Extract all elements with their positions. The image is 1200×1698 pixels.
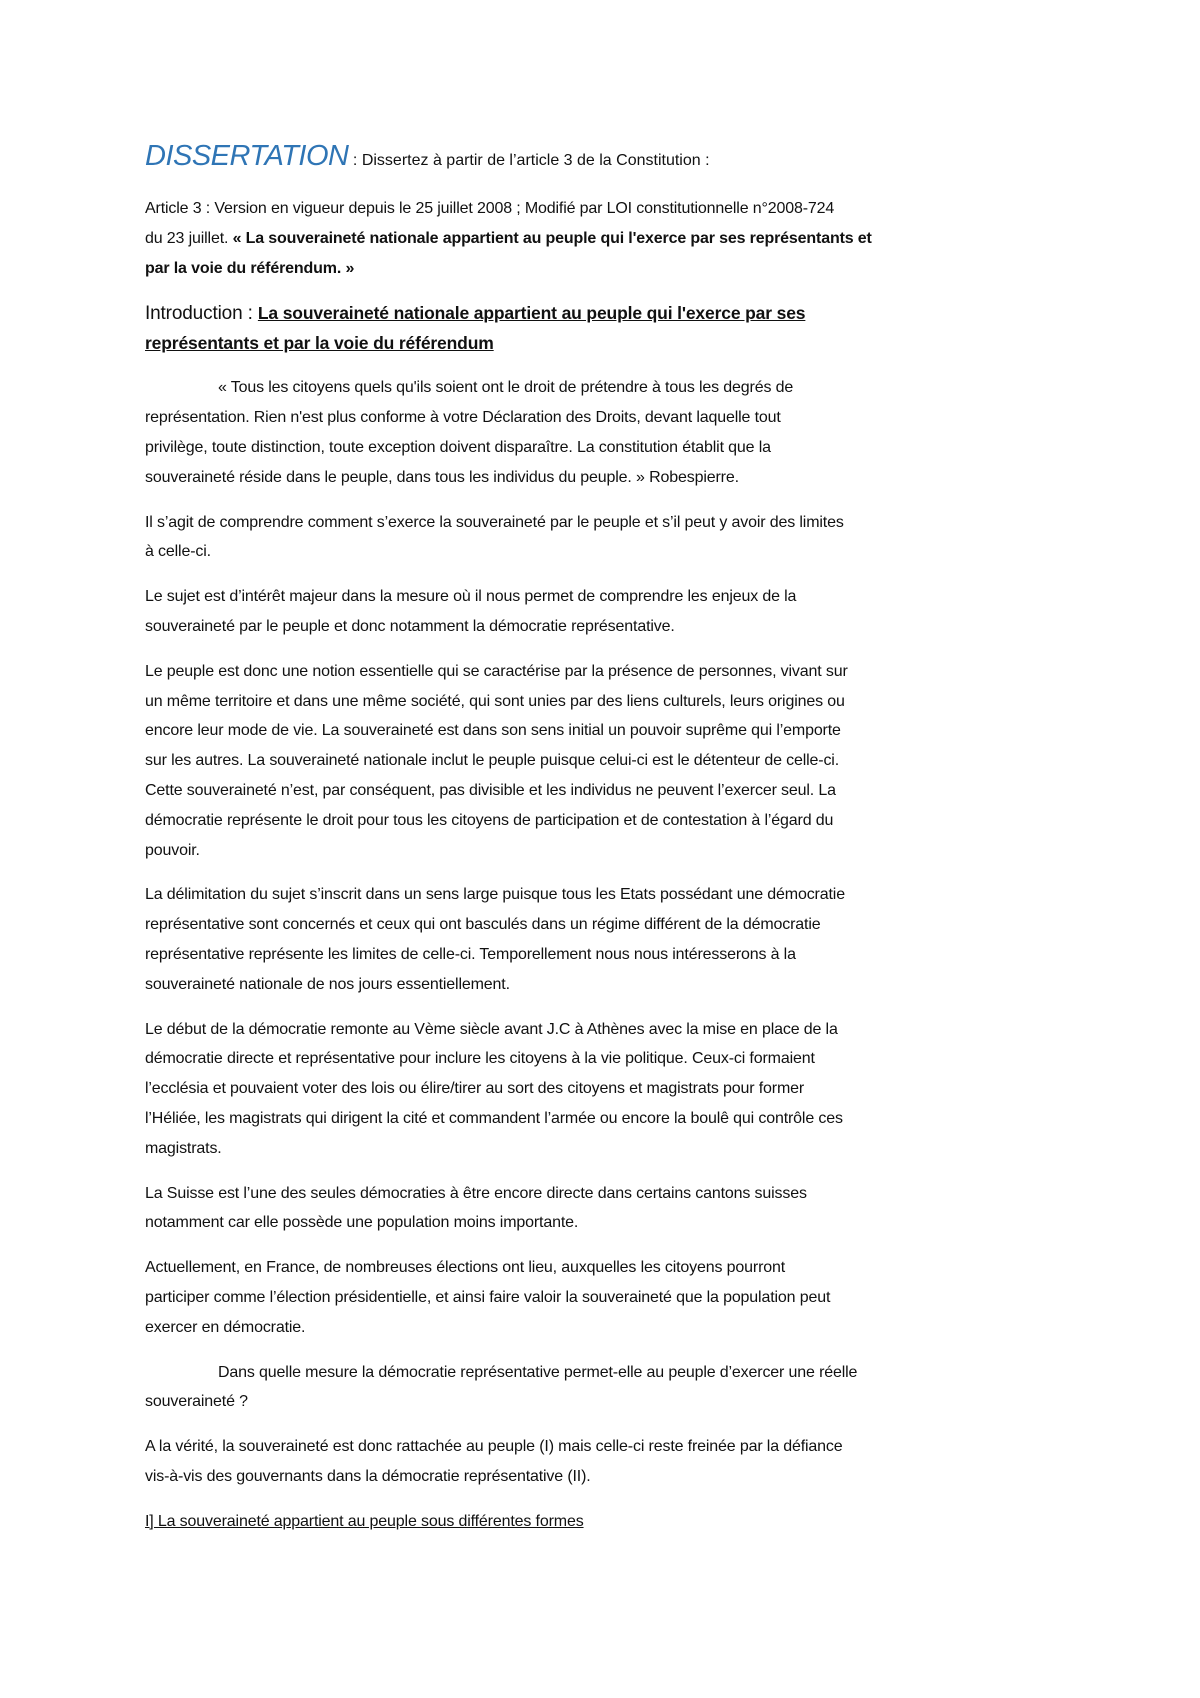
text-line bbox=[145, 1044, 1075, 1074]
paragraph-text bbox=[145, 582, 1075, 642]
text-segment: privilège, toute distinction, toute exception doivent disparaître. La constitution établit que la bbox=[145, 438, 771, 456]
text-line bbox=[145, 716, 1075, 746]
text-segment: par la voie du référendum. » bbox=[145, 259, 355, 277]
text-line bbox=[145, 298, 1075, 328]
text-line bbox=[145, 508, 1075, 538]
text-segment: notamment car elle possède une population moins importante. bbox=[145, 1214, 579, 1232]
paragraph-text bbox=[145, 1253, 1075, 1342]
text-line bbox=[145, 1462, 1075, 1492]
text-line bbox=[145, 910, 1075, 940]
text-line bbox=[145, 1134, 1075, 1164]
text-segment: Le sujet est d’intérêt majeur dans la mesure où il nous permet de comprendre les enjeux de la bbox=[145, 588, 797, 606]
paragraph-section bbox=[145, 1507, 1075, 1537]
text-line bbox=[145, 776, 1075, 806]
text-line bbox=[145, 1387, 1075, 1417]
text-line bbox=[145, 1015, 1075, 1045]
text-line bbox=[145, 836, 1075, 866]
document-page bbox=[145, 140, 1075, 1551]
text-segment: Introduction : bbox=[145, 303, 258, 325]
text-segment: « Tous les citoyens quels qu'ils soient ont le droit de prétendre à tous les degrés de bbox=[218, 379, 794, 397]
text-segment: A la vérité, la souveraineté est donc rattachée au peuple (I) mais celle-ci reste freinée par la défiance bbox=[145, 1438, 843, 1456]
text-line bbox=[145, 194, 1075, 224]
text-segment: un même territoire et dans une même société, qui sont unies par des liens culturels, leurs origines ou bbox=[145, 692, 845, 710]
text-segment: à celle-ci. bbox=[145, 543, 211, 561]
text-line bbox=[145, 1179, 1075, 1209]
text-segment: I] La souveraineté appartient au peuple sous différentes formes bbox=[145, 1512, 584, 1530]
text-line bbox=[145, 373, 1075, 403]
text-line bbox=[145, 537, 1075, 567]
text-segment: Actuellement, en France, de nombreuses élections ont lieu, auxquelles les citoyens pourront bbox=[145, 1259, 786, 1277]
text-segment: « La souveraineté nationale appartient au peuple qui l'exerce par ses représentants et bbox=[232, 229, 872, 247]
text-segment: magistrats. bbox=[145, 1139, 222, 1157]
text-line bbox=[145, 806, 1075, 836]
text-segment: représentative représente les limites de celle-ci. Temporellement nous nous intéresserons à la bbox=[145, 945, 796, 963]
text-segment: encore leur mode de vie. La souveraineté est dans son sens initial un pouvoir suprême qui l’emporte bbox=[145, 722, 841, 740]
text-line bbox=[145, 1313, 1075, 1343]
text-segment: Cette souveraineté n’est, par conséquent, pas divisible et les individus ne peuvent l’exercer seul. La bbox=[145, 781, 836, 799]
text-segment: La souveraineté nationale appartient au peuple qui l'exerce par ses bbox=[257, 303, 806, 324]
text-segment: démocratie directe et représentative pour inclure les citoyens à la vie politique. Ceux-ci formaient bbox=[145, 1050, 815, 1068]
text-segment: représentants et par la voie du référendum bbox=[145, 333, 494, 354]
text-line bbox=[145, 746, 1075, 776]
text-segment: du 23 juillet. bbox=[145, 229, 233, 247]
paragraph-problem bbox=[145, 1358, 1075, 1418]
text-line bbox=[145, 687, 1075, 717]
text-segment: Article 3 : Version en vigueur depuis le 25 juillet 2008 ; Modifié par LOI constitutionnelle n°2008-724 bbox=[145, 200, 835, 217]
text-line bbox=[145, 1208, 1075, 1238]
text-segment: représentation. Rien n'est plus conforme à votre Déclaration des Droits, devant laquelle tout bbox=[145, 409, 781, 427]
text-segment: souveraineté réside dans le peuple, dans tous les individus du peuple. » Robespierre. bbox=[145, 468, 739, 486]
text-line bbox=[145, 940, 1075, 970]
text-segment: exercer en démocratie. bbox=[145, 1318, 306, 1336]
text-line bbox=[145, 1104, 1075, 1134]
text-segment: souveraineté par le peuple et donc notamment la démocratie représentative. bbox=[145, 617, 675, 635]
paragraph-text bbox=[145, 1015, 1075, 1164]
text-segment: La délimitation du sujet s’inscrit dans un sens large puisque tous les Etats possédant une démocratie bbox=[145, 886, 845, 904]
text-line bbox=[145, 1283, 1075, 1313]
dissertation-subject: : Dissertez à partir de l’article 3 de la Constitution : bbox=[348, 152, 710, 169]
text-line bbox=[145, 1253, 1075, 1283]
text-line bbox=[145, 433, 1075, 463]
text-segment: Le peuple est donc une notion essentielle qui se caractérise par la présence de personnes, vivant sur bbox=[145, 662, 848, 680]
text-segment: vis-à-vis des gouvernants dans la démocratie représentative (II). bbox=[145, 1467, 591, 1485]
text-line bbox=[145, 657, 1075, 687]
text-segment: l’Héliée, les magistrats qui dirigent la cité et commandent l’armée ou encore la boulê qui contrôle ces bbox=[145, 1109, 843, 1127]
text-line bbox=[145, 970, 1075, 1000]
paragraph-quote bbox=[145, 373, 1075, 492]
text-line bbox=[145, 1074, 1075, 1104]
text-segment: Il s’agit de comprendre comment s’exerce la souveraineté par le peuple et s’il peut y avoir des limites bbox=[145, 513, 844, 531]
text-segment: pouvoir. bbox=[145, 841, 200, 859]
text-line bbox=[145, 254, 1075, 284]
document-title bbox=[145, 140, 1075, 180]
text-line bbox=[145, 1358, 1075, 1388]
text-segment: l’ecclésia et pouvaient voter des lois ou élire/tirer au sort des citoyens et magistrats pour former bbox=[145, 1080, 805, 1098]
text-line bbox=[145, 880, 1075, 910]
paragraph-text bbox=[145, 508, 1075, 568]
text-segment: souveraineté nationale de nos jours essentiellement. bbox=[145, 975, 510, 993]
text-segment: participer comme l’élection présidentielle, et ainsi faire valoir la souveraineté que la population peut bbox=[145, 1288, 831, 1306]
text-segment: Le début de la démocratie remonte au Vème siècle avant J.C à Athènes avec la mise en place de la bbox=[145, 1020, 838, 1038]
paragraph-plan bbox=[145, 1432, 1075, 1492]
text-segment: La Suisse est l’une des seules démocraties à être encore directe dans certains cantons suisses bbox=[145, 1184, 807, 1202]
paragraph-text bbox=[145, 1179, 1075, 1239]
text-line bbox=[145, 224, 1075, 254]
text-segment: sur les autres. La souveraineté nationale inclut le peuple puisque celui-ci est le détenteur de celle-ci. bbox=[145, 752, 840, 770]
text-segment: représentative sont concernés et ceux qui ont basculés dans un régime différent de la démocratie bbox=[145, 916, 821, 934]
text-line bbox=[145, 1507, 1075, 1537]
text-segment: démocratie représente le droit pour tous les citoyens de participation et de contestation à l’égard du bbox=[145, 811, 834, 829]
dissertation-title: DISSERTATION bbox=[145, 140, 349, 172]
paragraph-intro bbox=[145, 298, 1075, 358]
text-segment: Dans quelle mesure la démocratie représentative permet-elle au peuple d’exercer une réelle bbox=[218, 1363, 858, 1381]
text-line bbox=[145, 463, 1075, 493]
text-line bbox=[145, 403, 1075, 433]
text-line bbox=[145, 1432, 1075, 1462]
text-line bbox=[145, 328, 1075, 358]
paragraph-text bbox=[145, 657, 1075, 866]
text-line bbox=[145, 612, 1075, 642]
text-segment: souveraineté ? bbox=[145, 1393, 248, 1411]
paragraph-article bbox=[145, 194, 1075, 283]
text-line bbox=[145, 582, 1075, 612]
paragraph-text bbox=[145, 880, 1075, 999]
